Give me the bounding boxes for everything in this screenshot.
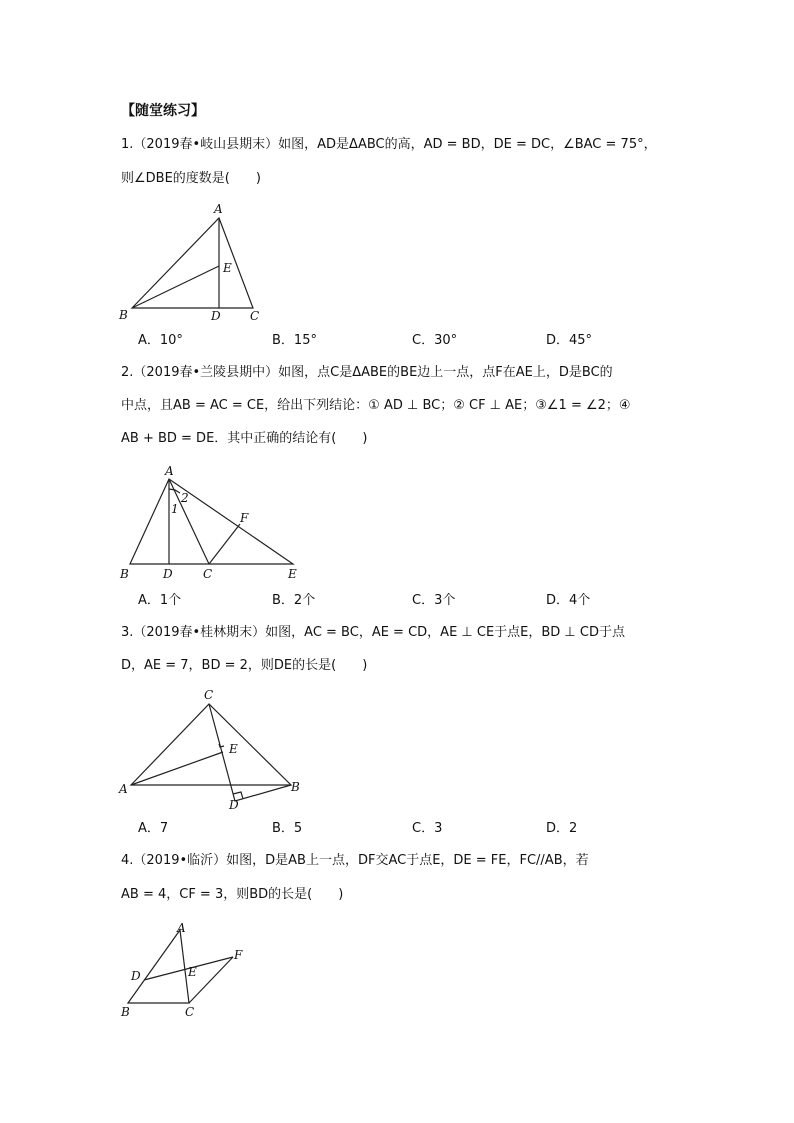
triangle-abe [130, 479, 293, 564]
label-e: E [229, 742, 238, 756]
question-1-line-1: 1.（2019春•岐山县期末）如图，AD是ΔABC的高，AD = BD，DE = DC，∠BAC = 75°， [121, 137, 657, 152]
question-2-option-d[interactable]: D．4个 [546, 593, 591, 608]
question-2-line-2: 中点，且AB = AC = CE，给出下列结论：① AD ⊥ BC；② CF ⊥ AE；③∠1 = ∠2；④ [121, 398, 631, 413]
label-e: E [223, 261, 232, 275]
label-a: A [214, 202, 223, 216]
label-b: B [291, 780, 300, 794]
label-d: D [229, 798, 239, 812]
label-a: A [177, 921, 186, 935]
label-f: F [234, 948, 243, 962]
question-2-option-b[interactable]: B．2个 [272, 593, 316, 608]
question-1-line-2: 则∠DBE的度数是( ) [121, 171, 261, 186]
question-2-option-c[interactable]: C．3个 [412, 593, 456, 608]
label-d: D [211, 309, 221, 323]
triangle-abc [131, 704, 291, 785]
label-d: D [131, 969, 141, 983]
triangle-abc [132, 218, 253, 308]
label-a: A [165, 464, 174, 478]
right-angle-e [219, 744, 224, 747]
label-c: C [203, 567, 213, 581]
label-e: E [288, 567, 297, 581]
label-angle-1: 1 [171, 502, 179, 516]
label-b: B [119, 308, 128, 322]
label-b: B [120, 567, 129, 581]
question-4-line-1: 4.（2019•临沂）如图，D是AB上一点，DF交AC于点E，DE = FE，FC//AB，若 [121, 853, 589, 868]
label-c: C [204, 688, 214, 702]
question-1-option-c[interactable]: C．30° [412, 333, 458, 348]
question-1-option-d[interactable]: D．45° [546, 333, 593, 348]
label-a: A [119, 782, 128, 796]
question-2-option-a[interactable]: A．1个 [138, 593, 182, 608]
triangle-abc [128, 930, 189, 1003]
question-3-figure [115, 685, 315, 815]
segment-ae [131, 752, 223, 785]
question-4-figure [115, 915, 265, 1025]
segment-cf [209, 524, 240, 564]
question-2-figure [115, 462, 315, 587]
section-title: 【随堂练习】 [121, 103, 205, 119]
question-3-line-2: D，AE = 7，BD = 2，则DE的长是( ) [121, 658, 368, 673]
question-3-option-c[interactable]: C．3 [412, 821, 443, 836]
label-d: D [163, 567, 173, 581]
question-4-line-2: AB = 4，CF = 3，则BD的长是( ) [121, 887, 344, 902]
question-2-line-3: AB + BD = DE．其中正确的结论有( ) [121, 431, 368, 446]
segment-be [132, 266, 219, 308]
segment-ac [169, 479, 209, 564]
question-3-option-b[interactable]: B．5 [272, 821, 303, 836]
question-1-figure [115, 198, 275, 328]
label-angle-2: 2 [181, 491, 189, 505]
label-b: B [121, 1005, 130, 1019]
label-e: E [188, 965, 197, 979]
segment-cf [189, 957, 233, 1003]
question-1-option-b[interactable]: B．15° [272, 333, 317, 348]
question-3-line-1: 3.（2019春•桂林期末）如图，AC = BC，AE = CD，AE ⊥ CE于点E，BD ⊥ CD于点 [121, 625, 625, 640]
label-c: C [185, 1005, 195, 1019]
label-c: C [250, 309, 260, 323]
question-3-option-d[interactable]: D．2 [546, 821, 578, 836]
question-3-option-a[interactable]: A．7 [138, 821, 169, 836]
label-f: F [240, 511, 249, 525]
question-1-option-a[interactable]: A．10° [138, 333, 183, 348]
question-2-line-1: 2.（2019春•兰陵县期中）如图，点C是ΔABE的BE边上一点，点F在AE上，D是BC的 [121, 365, 613, 380]
